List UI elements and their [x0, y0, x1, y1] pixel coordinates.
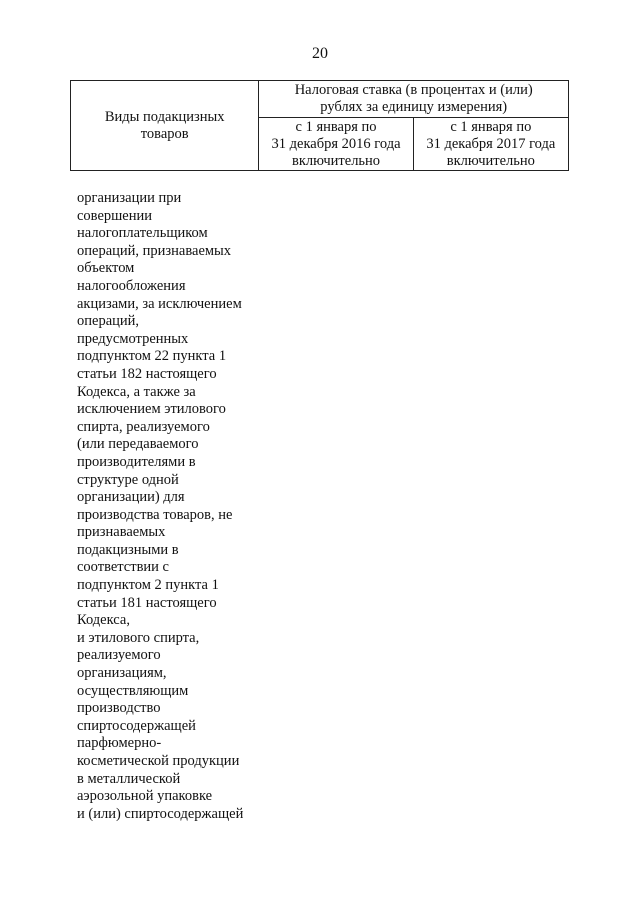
- text-line: спиртосодержащей: [77, 717, 196, 734]
- text-line: (или передаваемого: [77, 436, 199, 453]
- text-line: Кодекса,: [77, 612, 130, 629]
- text-line: объектом: [77, 260, 135, 277]
- text-line: операций, признаваемых: [77, 242, 232, 259]
- kinds-header-label: Виды подакцизных товаров: [104, 108, 225, 142]
- text-line: производства товаров, не: [77, 506, 233, 523]
- text-line: предусмотренных: [77, 330, 189, 347]
- text-line: аэрозольной упаковке: [77, 788, 213, 805]
- table-header-row-top: [71, 81, 569, 118]
- text-line: и этилового спирта,: [77, 629, 200, 646]
- rate-header-label: Налоговая ставка (в процентах и (или) рублях за единицу измерения): [294, 82, 533, 115]
- text-line: реализуемого: [77, 647, 161, 664]
- period-2017-cell: [413, 118, 568, 171]
- text-line: в металлической: [77, 770, 181, 787]
- text-line: организации при: [77, 190, 182, 206]
- period-2017-label: с 1 января по 31 декабря 2017 года включительно: [426, 118, 556, 169]
- rate-header-cell: [259, 81, 569, 118]
- text-line: статьи 182 настоящего: [77, 365, 217, 382]
- text-line: косметической продукции: [77, 753, 240, 769]
- text-line: организациям,: [77, 665, 167, 682]
- text-line: акцизами, за исключением: [77, 295, 242, 312]
- text-line: статьи 181 настоящего: [77, 594, 217, 611]
- text-line: и (или) спиртосодержащей: [77, 805, 244, 822]
- text-line: подакцизными в: [77, 541, 179, 558]
- text-line: налогообложения: [77, 277, 186, 294]
- text-line: производителями в: [77, 453, 196, 470]
- kinds-header-cell: [71, 81, 259, 171]
- excise-rate-table-header: [70, 80, 569, 171]
- text-line: признаваемых: [77, 524, 166, 541]
- text-line: подпунктом 2 пункта 1: [77, 577, 219, 594]
- product-description-text: [77, 190, 317, 823]
- page-number: 20: [312, 45, 328, 62]
- text-line: подпунктом 22 пункта 1: [77, 348, 227, 365]
- text-line: спирта, реализуемого: [77, 418, 210, 435]
- text-line: исключением этилового: [77, 401, 226, 418]
- period-2016-label: с 1 января по 31 декабря 2016 года включительно: [271, 118, 401, 169]
- text-line: соответствии с: [77, 559, 169, 576]
- text-line: Кодекса, а также за: [77, 383, 196, 400]
- text-line: операций,: [77, 313, 140, 330]
- text-line: организации) для: [77, 489, 185, 506]
- text-line: структуре одной: [77, 471, 179, 488]
- text-line: осуществляющим: [77, 682, 189, 699]
- text-line: налогоплательщиком: [77, 225, 208, 242]
- text-line: производство: [77, 700, 161, 717]
- period-2016-cell: [259, 118, 413, 171]
- text-line: совершении: [77, 207, 153, 224]
- text-line: парфюмерно-: [77, 735, 162, 752]
